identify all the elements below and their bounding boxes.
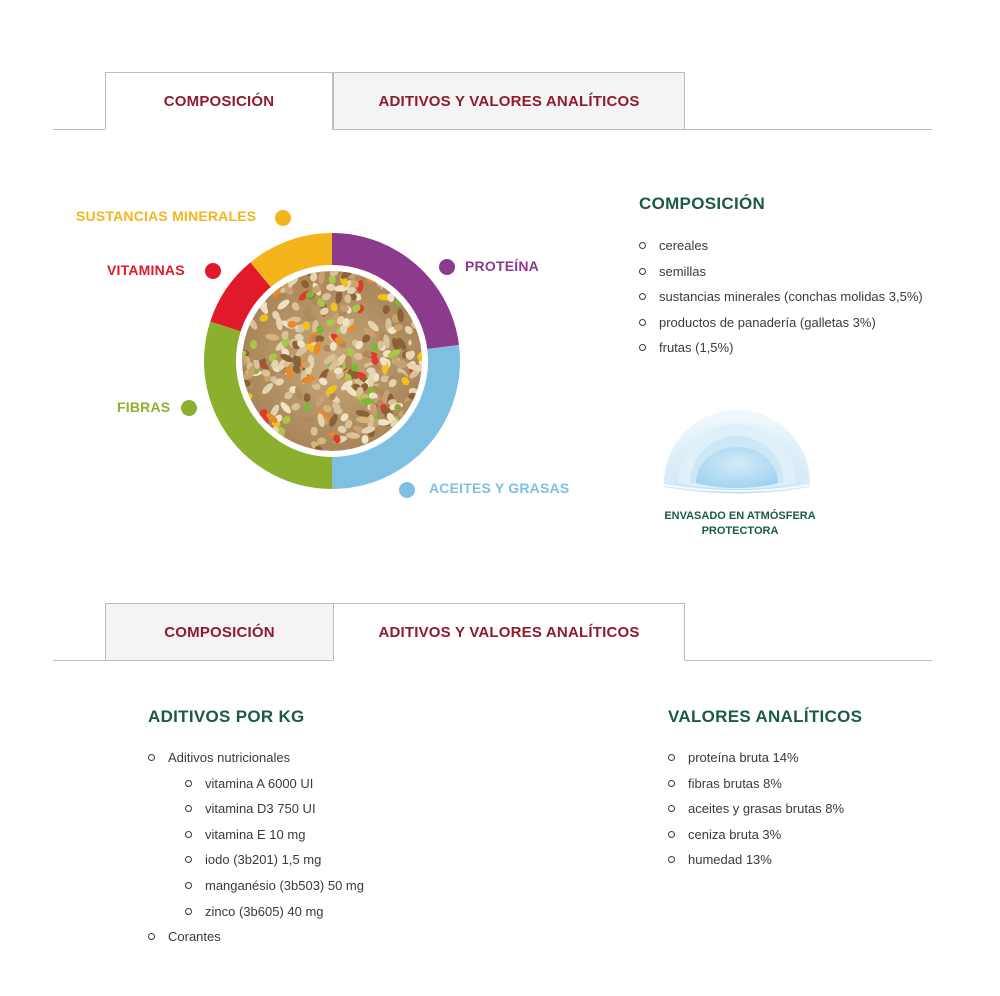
list-item: proteína bruta 14% (668, 745, 844, 771)
badge-label (640, 509, 840, 539)
list-item: vitamina E 10 mg (148, 822, 364, 848)
composicion-list (639, 233, 923, 361)
dot-aceites-grasas (399, 482, 415, 498)
list-item: Corantes (148, 924, 364, 950)
list-item: semillas (639, 259, 923, 285)
label-proteina: PROTEÍNA (465, 258, 539, 274)
valores-list (668, 745, 844, 873)
aditivos-list (148, 745, 364, 950)
label-vitaminas: VITAMINAS (107, 262, 185, 278)
list-item: sustancias minerales (conchas molidas 3,5%) (639, 284, 923, 310)
dot-sustancias-minerales (275, 210, 291, 226)
tab-composicion-top[interactable]: COMPOSICIÓN (105, 72, 333, 130)
list-item: productos de panadería (galletas 3%) (639, 310, 923, 336)
label-fibras: FIBRAS (117, 399, 171, 415)
dot-fibras (181, 400, 197, 416)
list-item: ceniza bruta 3% (668, 822, 844, 848)
list-item: frutas (1,5%) (639, 335, 923, 361)
list-item: humedad 13% (668, 847, 844, 873)
list-item: zinco (3b605) 40 mg (148, 899, 364, 925)
tab-composicion-bottom[interactable]: COMPOSICIÓN (105, 603, 334, 661)
list-item: aceites y grasas brutas 8% (668, 796, 844, 822)
dot-proteina (439, 259, 455, 275)
dome-icon (660, 405, 815, 500)
valores-heading: VALORES ANALÍTICOS (668, 707, 863, 726)
tab-aditivos-top[interactable]: ADITIVOS Y VALORES ANALÍTICOS (333, 72, 685, 130)
list-item: fibras brutas 8% (668, 771, 844, 797)
label-sustancias-minerales: SUSTANCIAS MINERALES (76, 208, 257, 224)
composicion-heading: COMPOSICIÓN (639, 194, 766, 213)
list-item: iodo (3b201) 1,5 mg (148, 847, 364, 873)
list-item: Aditivos nutricionales (148, 745, 364, 771)
list-item: vitamina D3 750 UI (148, 796, 364, 822)
list-item: manganésio (3b503) 50 mg (148, 873, 364, 899)
badge-line-1: ENVASADO EN ATMÓSFERA (664, 510, 816, 522)
aditivos-heading: ADITIVOS POR KG (148, 707, 305, 726)
badge-line-2: PROTECTORA (701, 525, 779, 537)
composition-donut-chart (190, 220, 480, 510)
dot-vitaminas (205, 263, 221, 279)
list-item: cereales (639, 233, 923, 259)
label-aceites-grasas: ACEITES Y GRASAS (429, 480, 570, 496)
tab-aditivos-bottom[interactable]: ADITIVOS Y VALORES ANALÍTICOS (333, 603, 685, 661)
list-item: vitamina A 6000 UI (148, 771, 364, 797)
